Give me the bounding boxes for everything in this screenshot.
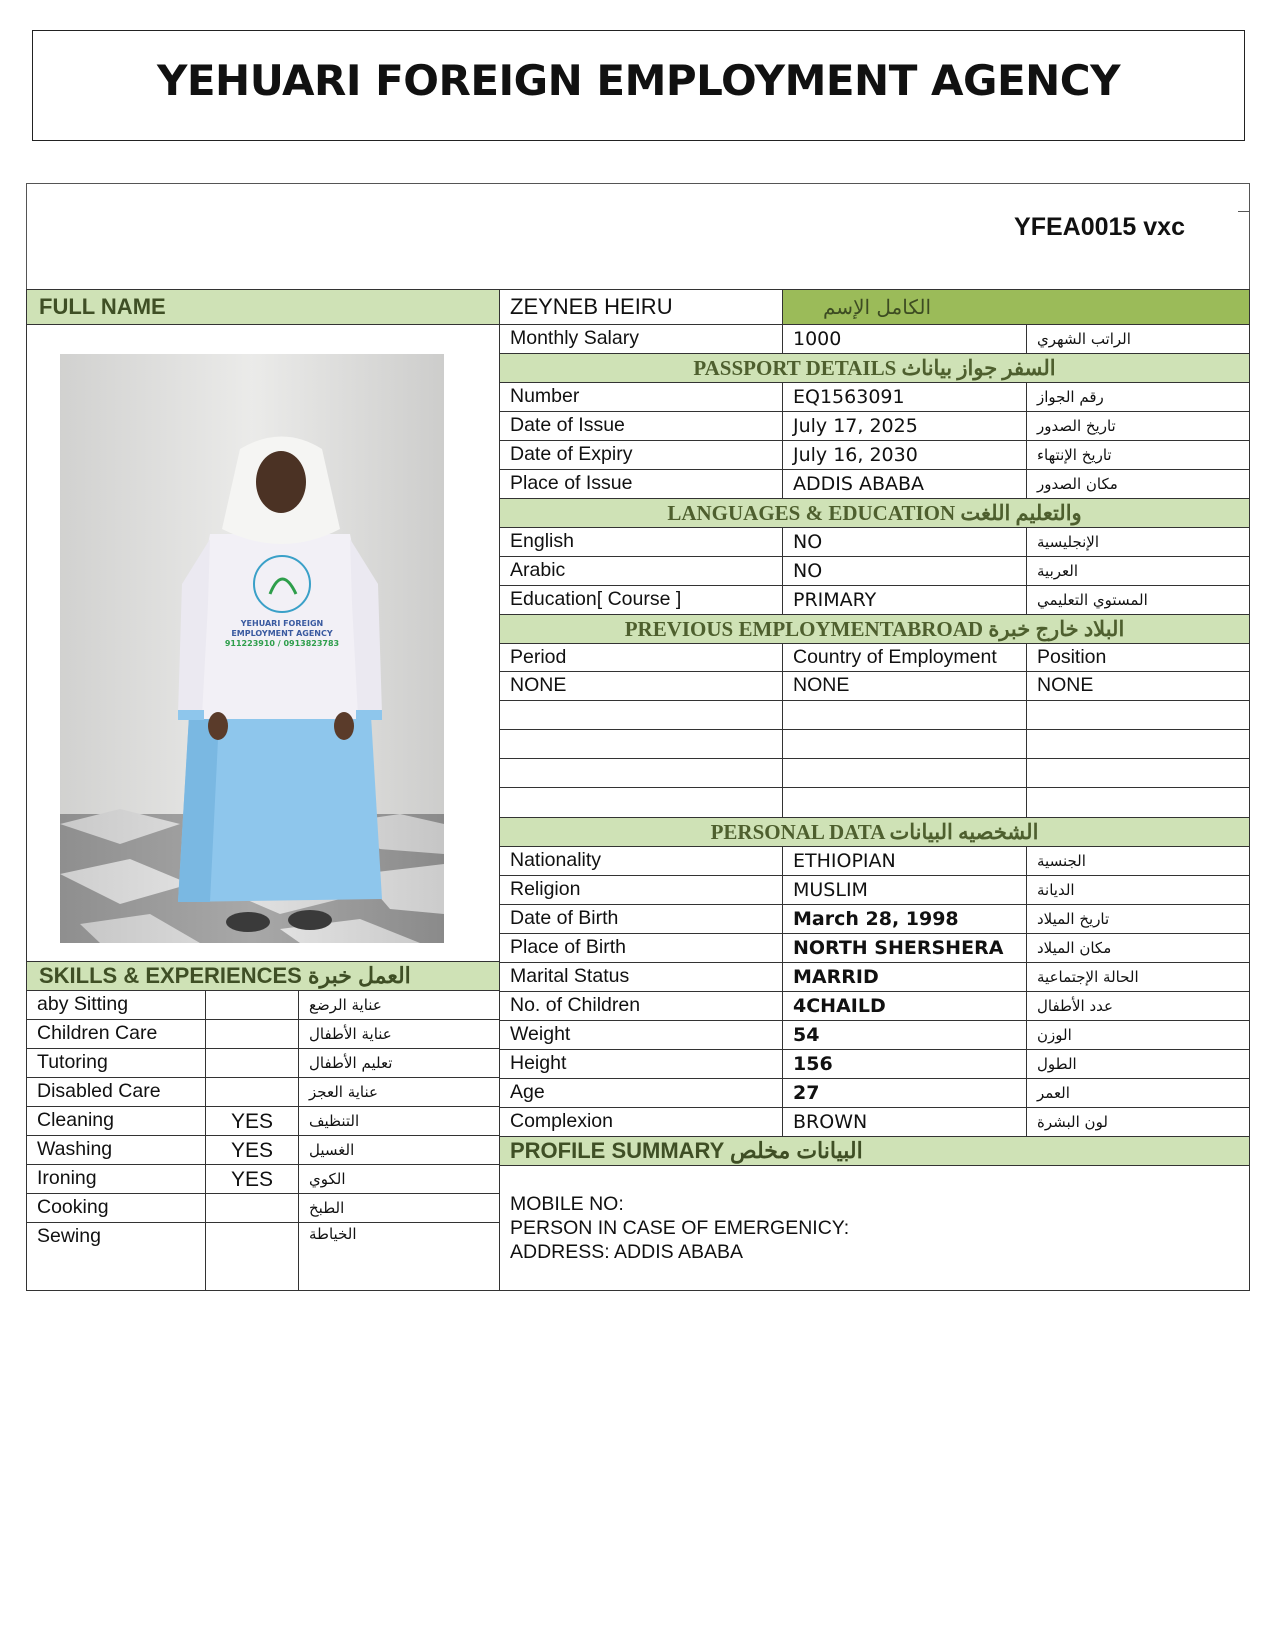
- personal-row-5-value: 4CHAILD: [782, 991, 1027, 1021]
- skill-label: Ironing: [26, 1164, 206, 1194]
- candidate-photo: [60, 354, 444, 943]
- personal-row-3-label: Place of Birth: [499, 933, 783, 963]
- passport-row-2-value: July 16, 2030: [782, 440, 1027, 470]
- personal-row-8-arabic: العمر: [1026, 1078, 1250, 1108]
- personal-row-7-value: 156: [782, 1049, 1027, 1079]
- passport-row-2-label: Date of Expiry: [499, 440, 783, 470]
- personal-row-9-arabic: لون البشرة: [1026, 1107, 1250, 1137]
- passport-row-0-value: EQ1563091: [782, 382, 1027, 412]
- language-row-0-label: English: [499, 527, 783, 557]
- employment-cell: [499, 700, 783, 730]
- personal-row-0-value: ETHIOPIAN: [782, 846, 1027, 876]
- personal-row-3-arabic: مكان الميلاد: [1026, 933, 1250, 963]
- employment-cell: [782, 758, 1027, 788]
- skill-arabic: الخياطة: [298, 1222, 500, 1291]
- skill-label: aby Sitting: [26, 990, 206, 1020]
- personal-row-6-label: Weight: [499, 1020, 783, 1050]
- full-name-label: FULL NAME: [26, 289, 500, 325]
- employment-cell: NONE: [499, 671, 783, 701]
- employment-cell: NONE: [1026, 671, 1250, 701]
- employment-cell: [499, 729, 783, 759]
- passport-row-2-arabic: تاريخ الإنتهاء: [1026, 440, 1250, 470]
- corner-mark: [1238, 211, 1250, 212]
- employment-cell: [499, 758, 783, 788]
- skill-label: Cooking: [26, 1193, 206, 1223]
- skill-value: YES: [205, 1106, 299, 1136]
- personal-row-3-value: NORTH SHERSHERA: [782, 933, 1027, 963]
- passport-row-1-label: Date of Issue: [499, 411, 783, 441]
- languages-header: LANGUAGES & EDUCATION والتعليم اللغت: [499, 498, 1250, 528]
- skill-value: [205, 1222, 299, 1291]
- language-row-1-value: NO: [782, 556, 1027, 586]
- salary-arabic: الراتب الشهري: [1026, 324, 1250, 354]
- personal-header: PERSONAL DATA الشخصيه البيانات: [499, 817, 1250, 847]
- language-row-0-arabic: الإنجليسية: [1026, 527, 1250, 557]
- agency-title: YEHUARI FOREIGN EMPLOYMENT AGENCY: [156, 56, 1121, 105]
- skill-arabic: عناية العجز: [298, 1077, 500, 1107]
- personal-row-7-arabic: الطول: [1026, 1049, 1250, 1079]
- employment-cell: [1026, 758, 1250, 788]
- skill-value: [205, 1019, 299, 1049]
- passport-row-0-label: Number: [499, 382, 783, 412]
- personal-row-9-value: BROWN: [782, 1107, 1027, 1137]
- skill-value: [205, 1048, 299, 1078]
- language-row-1-arabic: العربية: [1026, 556, 1250, 586]
- skill-arabic: الكوي: [298, 1164, 500, 1194]
- personal-row-1-value: MUSLIM: [782, 875, 1027, 905]
- personal-row-4-value: MARRID: [782, 962, 1027, 992]
- reference-code: YFEA0015 vxc: [1014, 213, 1185, 241]
- employment-cell: [782, 700, 1027, 730]
- shirt-text-3: 911223910 / 0913823783: [224, 639, 340, 648]
- skill-label: Sewing: [26, 1222, 206, 1291]
- language-row-1-label: Arabic: [499, 556, 783, 586]
- employment-header-col-2: Position: [1026, 643, 1250, 672]
- skill-arabic: الطبخ: [298, 1193, 500, 1223]
- employment-header-col-0: Period: [499, 643, 783, 672]
- skill-value: [205, 1077, 299, 1107]
- personal-row-1-label: Religion: [499, 875, 783, 905]
- passport-header: PASSPORT DETAILS السفر جواز بياناث: [499, 353, 1250, 383]
- full-name-arabic: الكامل الإسم: [782, 289, 1250, 325]
- skill-arabic: عناية الأطفال: [298, 1019, 500, 1049]
- passport-row-1-arabic: تاريخ الصدور: [1026, 411, 1250, 441]
- profile-emergency: PERSON IN CASE OF EMERGENICY:: [510, 1217, 850, 1239]
- employment-cell: [1026, 729, 1250, 759]
- skill-arabic: التنظيف: [298, 1106, 500, 1136]
- employment-cell: [1026, 787, 1250, 818]
- employment-cell: [782, 787, 1027, 818]
- personal-row-2-value: March 28, 1998: [782, 904, 1027, 934]
- employment-cell: [499, 787, 783, 818]
- agency-title-box: [32, 30, 1245, 141]
- skills-header: SKILLS & EXPERIENCES العمل خبرة: [26, 961, 500, 991]
- profile-mobile: MOBILE NO:: [510, 1193, 624, 1215]
- shirt-text-1: YEHUARI FOREIGN: [240, 619, 324, 628]
- passport-row-3-value: ADDIS ABABA: [782, 469, 1027, 499]
- passport-row-3-arabic: مكان الصدور: [1026, 469, 1250, 499]
- skill-value: YES: [205, 1135, 299, 1165]
- profile-body: [499, 1165, 1250, 1291]
- personal-row-5-label: No. of Children: [499, 991, 783, 1021]
- language-row-2-arabic: المستوي التعليمي: [1026, 585, 1250, 615]
- personal-row-2-arabic: تاريخ الميلاد: [1026, 904, 1250, 934]
- photo-illustration: [60, 354, 444, 943]
- passport-row-3-label: Place of Issue: [499, 469, 783, 499]
- personal-row-7-label: Height: [499, 1049, 783, 1079]
- passport-row-1-value: July 17, 2025: [782, 411, 1027, 441]
- personal-row-1-arabic: الديانة: [1026, 875, 1250, 905]
- employment-cell: [1026, 700, 1250, 730]
- employment-cell: [782, 729, 1027, 759]
- personal-row-5-arabic: عدد الأطفال: [1026, 991, 1250, 1021]
- personal-row-4-label: Marital Status: [499, 962, 783, 992]
- language-row-2-label: Education[ Course ]: [499, 585, 783, 615]
- personal-row-6-arabic: الوزن: [1026, 1020, 1250, 1050]
- skill-label: Tutoring: [26, 1048, 206, 1078]
- personal-row-2-label: Date of Birth: [499, 904, 783, 934]
- skill-value: [205, 1193, 299, 1223]
- language-row-2-value: PRIMARY: [782, 585, 1027, 615]
- employment-header: PREVIOUS EMPLOYMENTABROAD البلاد خارج خبرة: [499, 614, 1250, 644]
- profile-header: PROFILE SUMMARY البيانات مخلص: [499, 1136, 1250, 1166]
- passport-row-0-arabic: رقم الجواز: [1026, 382, 1250, 412]
- language-row-0-value: NO: [782, 527, 1027, 557]
- skill-label: Disabled Care: [26, 1077, 206, 1107]
- skill-value: [205, 990, 299, 1020]
- skill-label: Cleaning: [26, 1106, 206, 1136]
- salary-label: Monthly Salary: [499, 324, 783, 354]
- skill-label: Washing: [26, 1135, 206, 1165]
- skill-arabic: عناية الرضع: [298, 990, 500, 1020]
- full-name-value: ZEYNEB HEIRU: [499, 289, 783, 325]
- skill-value: YES: [205, 1164, 299, 1194]
- shirt-text-2: EMPLOYMENT AGENCY: [231, 629, 333, 638]
- personal-row-8-label: Age: [499, 1078, 783, 1108]
- personal-row-8-value: 27: [782, 1078, 1027, 1108]
- personal-row-0-arabic: الجنسية: [1026, 846, 1250, 876]
- skill-label: Children Care: [26, 1019, 206, 1049]
- skill-arabic: تعليم الأطفال: [298, 1048, 500, 1078]
- employment-cell: NONE: [782, 671, 1027, 701]
- salary-value: 1000: [782, 324, 1027, 354]
- personal-row-0-label: Nationality: [499, 846, 783, 876]
- personal-row-6-value: 54: [782, 1020, 1027, 1050]
- profile-address: ADDRESS: ADDIS ABABA: [510, 1241, 744, 1263]
- employment-header-col-1: Country of Employment: [782, 643, 1027, 672]
- skill-arabic: الغسيل: [298, 1135, 500, 1165]
- personal-row-9-label: Complexion: [499, 1107, 783, 1137]
- personal-row-4-arabic: الحالة الإجتماعية: [1026, 962, 1250, 992]
